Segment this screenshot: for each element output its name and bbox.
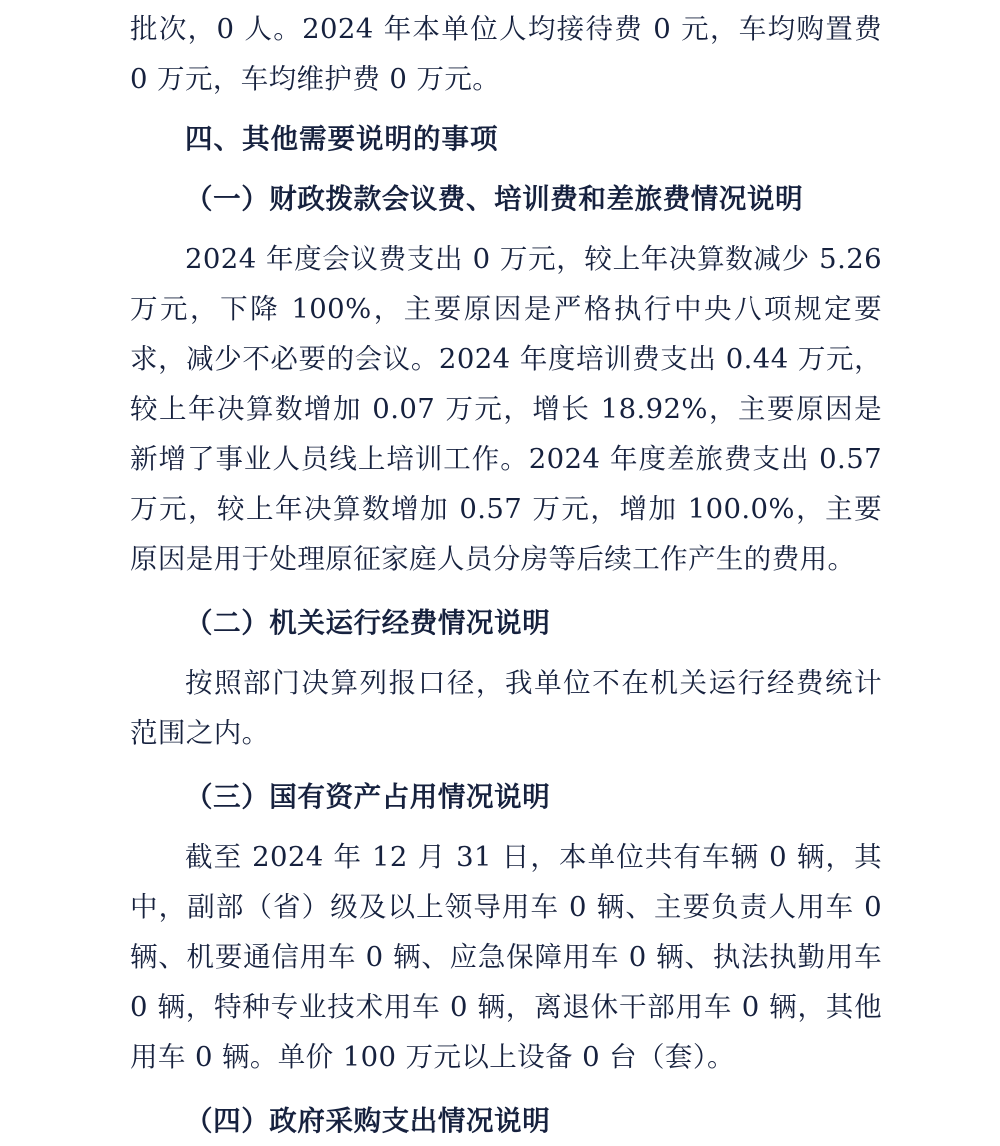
subsection-four-heading: （四）政府采购支出情况说明 [185, 1105, 551, 1137]
subsection-three-heading: （三）国有资产占用情况说明 [185, 781, 551, 813]
subsection-one-heading: （一）财政拨款会议费、培训费和差旅费情况说明 [185, 183, 804, 215]
spacer [130, 224, 882, 234]
spacer [130, 104, 882, 114]
continuation-paragraph: 批次，0 人。2024 年本单位人均接待费 0 元，车均购置费 0 万元，车均维护费 0 万元。 [130, 13, 882, 95]
document-body [130, 0, 882, 1146]
spacer [130, 164, 882, 174]
spacer [130, 822, 882, 832]
spacer [130, 758, 882, 772]
spacer [130, 1082, 882, 1096]
spacer [130, 584, 882, 598]
subsection-one-body: 2024 年度会议费支出 0 万元，较上年决算数减少 5.26 万元，下降 100%，主要原因是严格执行中央八项规定要求，减少不必要的会议。2024 年度培训费支出 0.44 万元，较上年决算数增加 0.07 万元，增长 18.92%，主要原因是新增了事业人员线上培训工作。2024 年度差旅费支出 0.57 万元，较上年决算数增加 0.57 万元，增加 100.0%，主要原因是用于处理原征家庭人员分房等后续工作产生的费用。 [130, 243, 882, 575]
subsection-three-body: 截至 2024 年 12 月 31 日，本单位共有车辆 0 辆，其中，副部（省）级及以上领导用车 0 辆、主要负责人用车 0 辆、机要通信用车 0 辆、应急保障用车 0 辆、执法执勤用车 0 辆，特种专业技术用车 0 辆，离退休干部用车 0 辆，其他用车 0 辆。单价 100 万元以上设备 0 台（套）。 [130, 841, 882, 1073]
section-four-heading: 四、其他需要说明的事项 [185, 123, 499, 155]
spacer [130, 648, 882, 658]
subsection-two-heading: （二）机关运行经费情况说明 [185, 607, 551, 639]
subsection-two-body: 按照部门决算列报口径，我单位不在机关运行经费统计范围之内。 [130, 667, 882, 749]
